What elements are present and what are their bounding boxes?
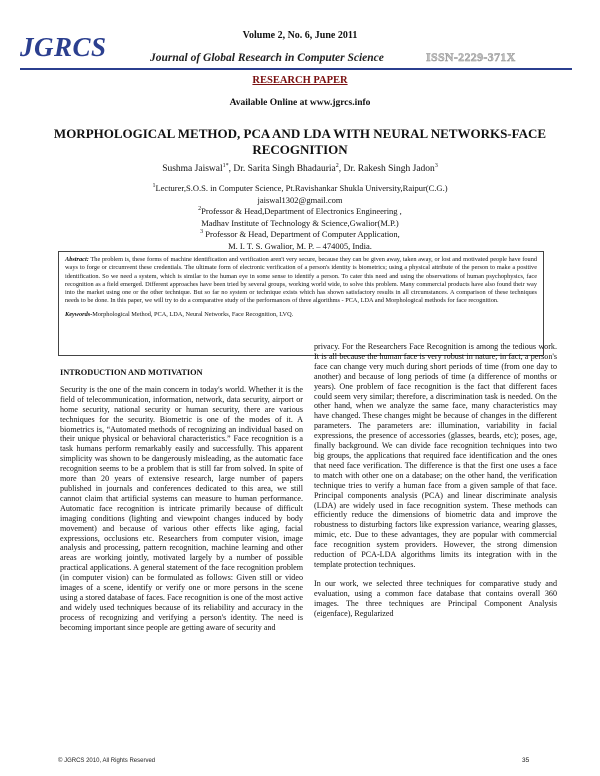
author-2: , Dr. Sarita Singh Bhadauria — [228, 164, 336, 174]
logo-text: JGRCS — [20, 32, 107, 62]
intro-paragraph-1: Security is the one of the main concern in today's world. Whether it is the field of telecommunication, information, network, data security, airport or home security, national security or human security, there are various techniques for the security. Biometric is one of the modes of it. A biometrics is, “Automated methods of recognizing an individual based on their unique physical or behavioral characteristics.” Face recognition is a task humans perform remarkably easily and successfully. This apparent simplicity was shown to be dangerously misleading, as the automatic face recognition seems to be a problem that is still far from solved. In spite of more than 20 years of extensive research, large number of papers published in journals and conferences dedicated to this area, we still cannot claim that artificial systems can measure to human performance. Automatic face recognition is intricate primarily because of difficult imaging conditions (lighting and viewpoint changes induced by body movement) and because of various other effects like aging, facial expressions, occlusions etc. Researchers from computer vision, image analysis and processing, pattern recognition, machine learning and other areas are working jointly, motivated largely by a number of possible practical applications. A general statement of the face recognition problem (in computer vision) can be formulated as follows: Given still or video images of a scene, identify or verify one or more persons in the scene using a stored database of faces. Face recognition is one of the most active and widely used techniques because of its reliability and accuracy in the process of recognizing and verifying a person's identity. The need is becoming important since people are getting aware of security and — [60, 384, 303, 632]
paper-title: MORPHOLOGICAL METHOD, PCA AND LDA WITH NEURAL NETWORKS-FACE RECOGNITION — [53, 126, 547, 157]
author-1: Sushma Jaiswal — [162, 164, 223, 174]
abstract-paragraph — [65, 256, 537, 306]
issn: ISSN-2229-371X — [426, 50, 516, 64]
affiliation-1 — [100, 183, 500, 195]
header-rule — [20, 68, 572, 70]
abstract-text: The problem is, these forms of machine identification and verification aren't very secure, because they can be given away, taken away, or lost and motivated people have found ways to forge or circumvent these credentials. The ultimate form of electronic verification of a person's identity is biometrics; using a physical attribute of the person to make a positive identification. So we need a system, which is similar to the human eye in some sense to identify a person. To cater this need and using the observations of human psychophysics, face recognition as a field emerged. Different approaches have been tried by several groups, working world wide, to solve this problem. Many commercial products have also found their way into the market using one or the other technique. But so far no system or technique exists which has shown satisfactory results in all circumstances. A comparison of these techniques needs to be done. In this paper, we will try to do a comparative study of the performances of three algorithms - PCA, LDA and Morphological methods for face recognition. — [65, 256, 537, 305]
affiliation-1-email[interactable]: jaiswal1302@gmail.com — [257, 194, 343, 205]
aff3-line1: Professor & Head, Department of Computer Application, — [203, 229, 400, 239]
affiliation-3 — [100, 229, 500, 241]
footer-copyright: © JGRCS 2010, All Rights Reserved — [58, 758, 156, 764]
keywords — [65, 311, 537, 319]
affiliations — [100, 183, 500, 252]
author-3: , Dr. Rakesh Singh Jadon — [338, 164, 435, 174]
column-right — [314, 342, 557, 618]
affiliation-2 — [100, 206, 500, 218]
aff2-sup: 2 — [198, 206, 202, 213]
section-heading: INTRODUCTION AND MOTIVATION — [60, 368, 203, 377]
aff3-sup: 3 — [200, 229, 204, 236]
abstract-label: Abstract: — [65, 256, 89, 263]
author-3-sup: 3 — [434, 162, 438, 169]
intro-paragraph-3: In our work, we selected three techniques for comparative study and evaluation, using a common face database that contains overall 360 images. The three techniques are Principal Component Analysis (eigenface), Regularized — [314, 578, 557, 618]
keywords-text: Morphological Method, PCA, LDA, Neural Networks, Face Recognition, LVQ. — [92, 310, 294, 318]
column-left — [60, 368, 303, 633]
availability[interactable]: Available Online at www.jgrcs.info — [229, 98, 371, 108]
affiliation-2-line2: Madhav Institute of Technology & Science,Gwalior(M.P.) — [201, 217, 399, 228]
author-2-sup: 2 — [335, 162, 339, 169]
intro-paragraph-2: privacy. For the Researchers Face Recognition is among the tedious work. It is all because the human face is very robust in nature; in fact, a person's face can change very much during short periods of time (from one day to another) and because of long periods of time (a difference of months or years). One problem of face recognition is the fact that different faces could seem very similar; therefore, a discrimination task is needed. On the other hand, when we analyze the same face, many characteristics may have changed. These changes might be because of changes in the different parameters. The parameters are: illumination, variability in facial expressions, the presence of accessories (glasses, beards, etc); poses, age, finally background. We can divide face recognition techniques into two big groups, the applications that required face identification and the ones that need face verification. The difference is that the first one uses a face to match with other one on a database; on the other hand, the verification technique tries to verify a human face from a given sample of that face. Principal components analysis (PCA) and linear discriminate analysis (LDA) are widely used in face recognition system. These methods can efficiently reduce the dimensions of biometric data and improve the robustness to disturbing factors like expression variance, wearing glasses, mimic, etc. Due to these advantages, they are popular with commercial face recognition system providers. However, the strong dimension reduction of PCA-LDA algorithms limits its integration with in the template protection techniques. — [314, 342, 557, 569]
author-line — [0, 164, 600, 174]
section-type: RESEARCH PAPER — [252, 75, 348, 86]
keywords-label: Keywords- — [65, 310, 93, 318]
volume-info: Volume 2, No. 6, June 2011 — [242, 30, 358, 41]
aff2-line1: Professor & Head,Department of Electronics Engineering , — [201, 206, 402, 216]
page-number: 35 — [522, 757, 530, 764]
author-1-sup: 1* — [222, 162, 229, 169]
abstract-box — [58, 251, 544, 356]
aff1-text: Lecturer,S.O.S. in Computer Science, Pt.Ravishankar Shukla University,Raipur(C.G.) — [155, 183, 448, 193]
aff1-sup: 1 — [152, 183, 156, 190]
journal-name: Journal of Global Research in Computer Science — [150, 52, 384, 64]
affiliation-3-line2: M. I. T. S. Gwalior, M. P. – 474005, India. — [228, 240, 372, 251]
